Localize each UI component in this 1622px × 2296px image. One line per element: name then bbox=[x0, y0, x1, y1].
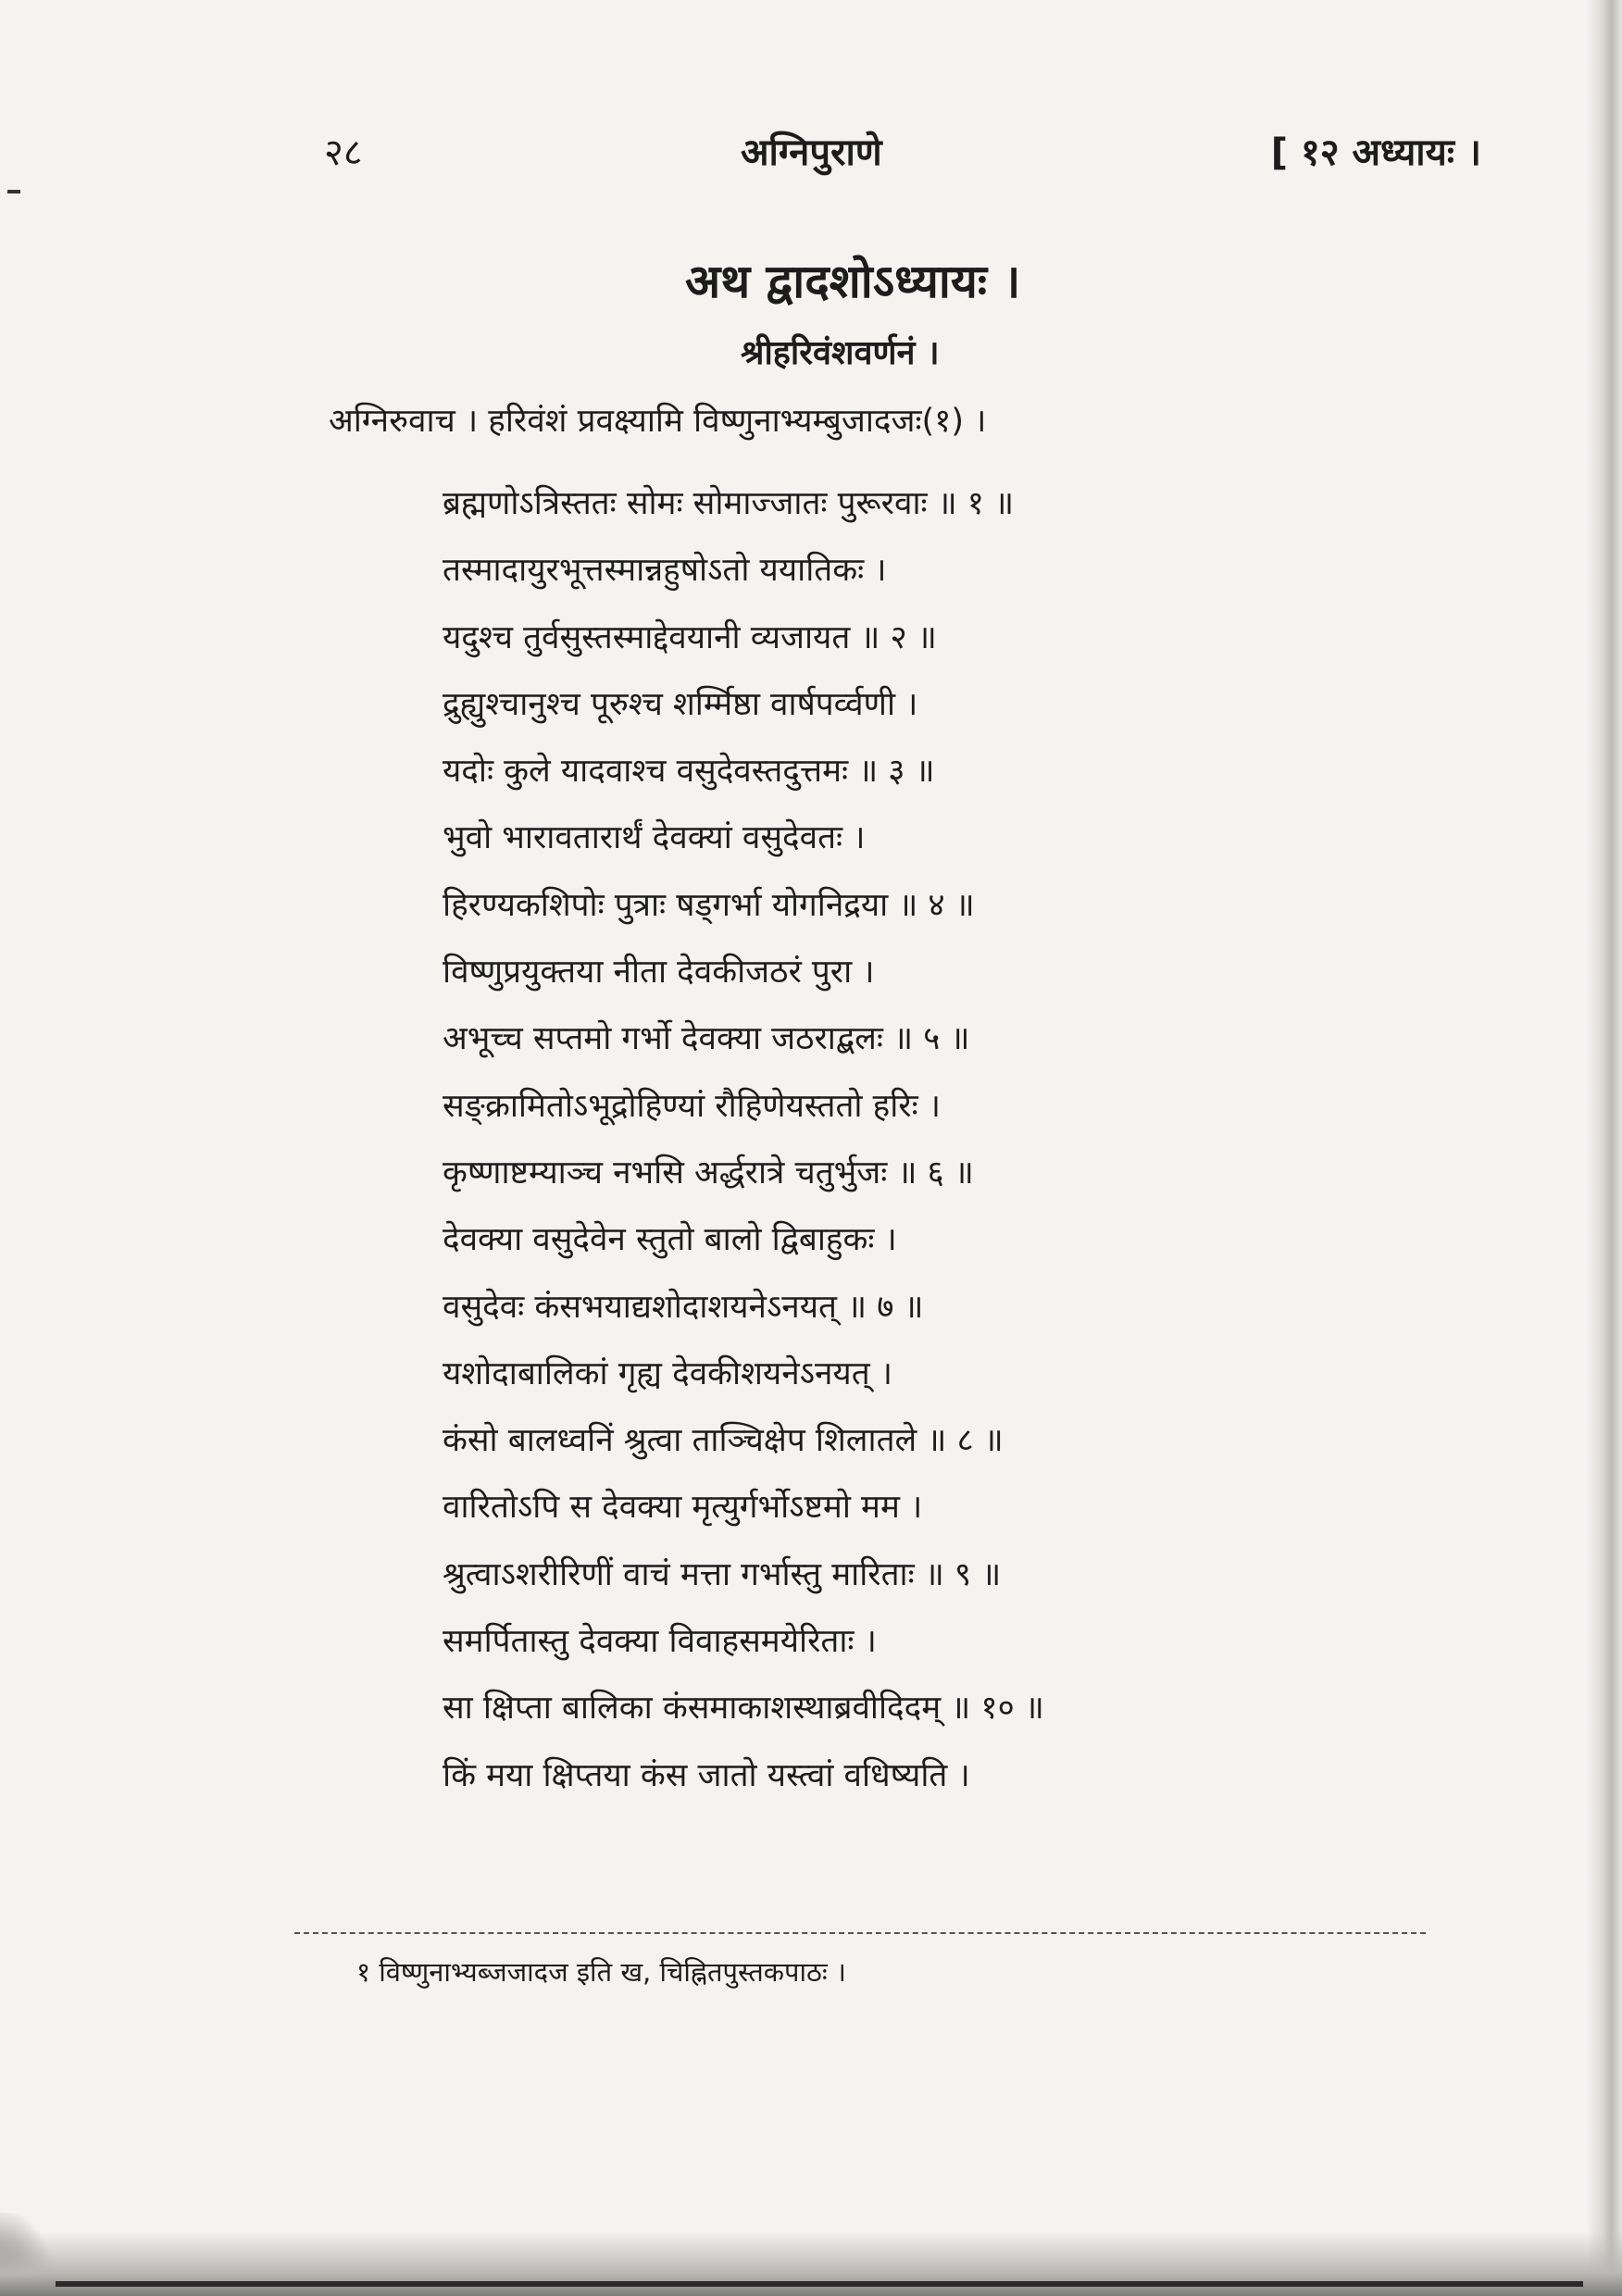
bottom-scan-rule bbox=[56, 2281, 1583, 2287]
verse-line: वसुदेवः कंसभयाद्यशोदाशयनेऽनयत् ॥ ७ ॥ bbox=[443, 1288, 924, 1326]
page-number: २८ bbox=[324, 131, 363, 174]
verse-line: अभूच्च सप्तमो गर्भो देवक्या जठराद्बलः ॥ ५ ॥ bbox=[443, 1020, 970, 1058]
margin-mark bbox=[7, 190, 20, 193]
page-header bbox=[324, 125, 1481, 190]
chapter-title: अथ द्वादशोऽध्यायः । bbox=[685, 255, 1021, 308]
footnote: १ विष्णुनाभ्यब्जजादज इति ख, चिह्नितपुस्तकपाठः । bbox=[356, 1956, 846, 1988]
verse-line: यदुश्च तुर्वसुस्तस्माद्देवयानी व्यजायत ॥ २ ॥ bbox=[443, 618, 937, 656]
verse-line: ब्रह्मणोऽत्रिस्ततः सोमः सोमाज्जातः पुरूरवाः ॥ १ ॥ bbox=[443, 485, 1015, 522]
speaker-line: अग्निरुवाच । हरिवंशं प्रवक्ष्यामि विष्णुनाभ्यम्बुजादजः(१) । bbox=[329, 403, 987, 440]
verse-line: श्रुत्वाऽशरीरिणीं वाचं मत्ता गर्भास्तु मारिताः ॥ ९ ॥ bbox=[443, 1555, 1002, 1593]
verse-line: भुवो भारावतारार्थं देवक्यां वसुदेवतः । bbox=[443, 819, 866, 857]
verse-line: यशोदाबालिकां गृह्य देवकीशयनेऽनयत् । bbox=[443, 1354, 893, 1392]
chapter-subtitle: श्रीहरिवंशवर्णनं । bbox=[741, 334, 940, 372]
verse-line: द्रुह्युश्चानुश्च पूरुश्च शर्म्मिष्ठा वार्षपर्व्वणी । bbox=[443, 685, 918, 723]
verse-line: हिरण्यकशिपोः पुत्राः षड्गर्भा योगनिद्रया ॥ ४ ॥ bbox=[443, 886, 975, 924]
verse-line: कंसो बालध्वनिं श्रुत्वा ताञ्चिक्षेप शिलातले ॥ ८ ॥ bbox=[443, 1422, 1004, 1460]
verse-line: तस्मादायुरभूत्तस्मान्नहुषोऽतो ययातिकः । bbox=[443, 552, 887, 590]
page-edge-shadow bbox=[1587, 0, 1622, 2296]
verse-line: सङ्क्रामितोऽभूद्रोहिण्यां रौहिणेयस्ततो हरिः । bbox=[443, 1087, 942, 1125]
verse-line: समर्पितास्तु देवक्या विवाहसमयेरिताः । bbox=[443, 1623, 877, 1661]
chapter-label: [ १२ अध्यायः । bbox=[1270, 131, 1481, 174]
verse-line: किं मया क्षिप्तया कंस जातो यस्त्वां वधिष्यति । bbox=[443, 1756, 970, 1794]
verse-line: वारितोऽपि स देवक्या मृत्युर्गर्भोऽष्टमो मम । bbox=[443, 1489, 923, 1527]
verse-line: विष्णुप्रयुक्तया नीता देवकीजठरं पुरा । bbox=[443, 954, 875, 992]
verse-line: सा क्षिप्ता बालिका कंसमाकाशस्थाब्रवीदिदम् ॥ १० ॥ bbox=[443, 1690, 1044, 1728]
footnote-divider bbox=[294, 1932, 1426, 1934]
verse-line: यदोः कुले यादवाश्च वसुदेवस्तदुत्तमः ॥ ३ ॥ bbox=[443, 753, 935, 791]
verse-line: देवक्या वसुदेवेन स्तुतो बालो द्विबाहुकः । bbox=[443, 1221, 897, 1259]
running-title: अग्निपुराणे bbox=[741, 131, 882, 174]
verse-line: कृष्णाष्टम्याञ्च नभसि अर्द्धरात्रे चतुर्भुजः ॥ ६ ॥ bbox=[443, 1154, 974, 1192]
verse-block bbox=[443, 470, 1507, 1809]
